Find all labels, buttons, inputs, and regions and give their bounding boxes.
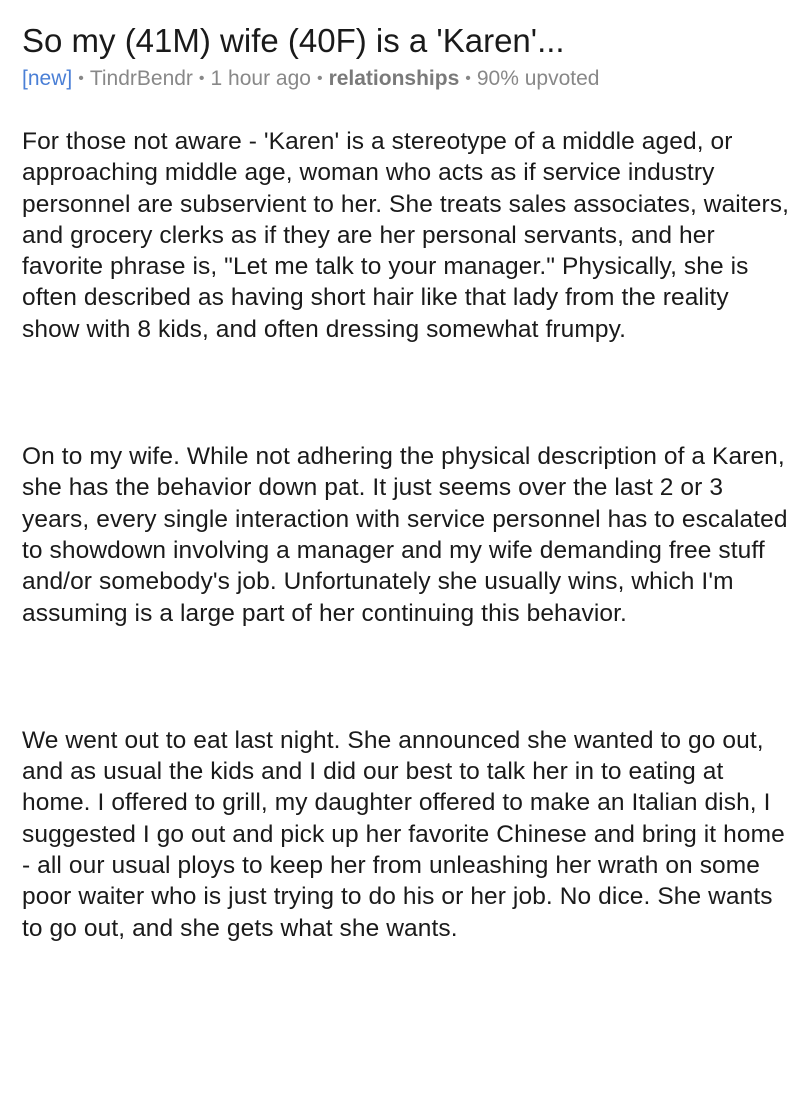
post-paragraph: We went out to eat last night. She announced she wanted to go out, and as usual the kids and I did our best to talk her in to eating at home. I offered to grill, my daughter offered to make an Italian dish, I suggested I go out and pick up her favorite Chinese and bring it home - all our usual ploys to keep her from unleashing her wrath on some poor waiter who is just trying to do his or her job. No dice. She wants to go out, and she gets what she wants. — [22, 726, 785, 942]
post — [22, 18, 792, 944]
post-time: 1 hour ago — [210, 67, 311, 90]
post-meta — [22, 64, 792, 96]
post-title[interactable]: So my (41M) wife (40F) is a 'Karen'... — [22, 22, 565, 59]
upvote-ratio: 90% upvoted — [476, 67, 600, 90]
post-subreddit[interactable]: relationships — [328, 67, 460, 90]
meta-separator: • — [198, 70, 205, 87]
meta-separator: • — [316, 70, 323, 87]
post-flair[interactable]: [new] — [22, 67, 73, 90]
post-paragraph: For those not aware - 'Karen' is a stereotype of a middle aged, or approaching middle age, woman who acts as if service industry personnel are subservient to her. She treats sales associates, waiters, and grocery clerks as if they are her personal servants, and her favorite phrase is, "Let me talk to your manager." Physically, she is often described as having short hair like that lady from the reality show with 8 kids, and often dressing somewhat frumpy. — [22, 128, 789, 343]
post-body — [22, 126, 792, 944]
post-paragraph: On to my wife. While not adhering the physical description of a Karen, she has the behavior down pat. It just seems over the last 2 or 3 years, every single interaction with service personnel has to escalated to showdown involving a manager and my wife demanding free stuff and/or somebody's job. Unfortunately she usually wins, which I'm assuming is a large part of her continuing this behavior. — [22, 443, 788, 627]
meta-separator: • — [78, 70, 84, 87]
meta-separator: • — [465, 70, 471, 87]
post-author[interactable]: TindrBendr — [89, 67, 193, 90]
